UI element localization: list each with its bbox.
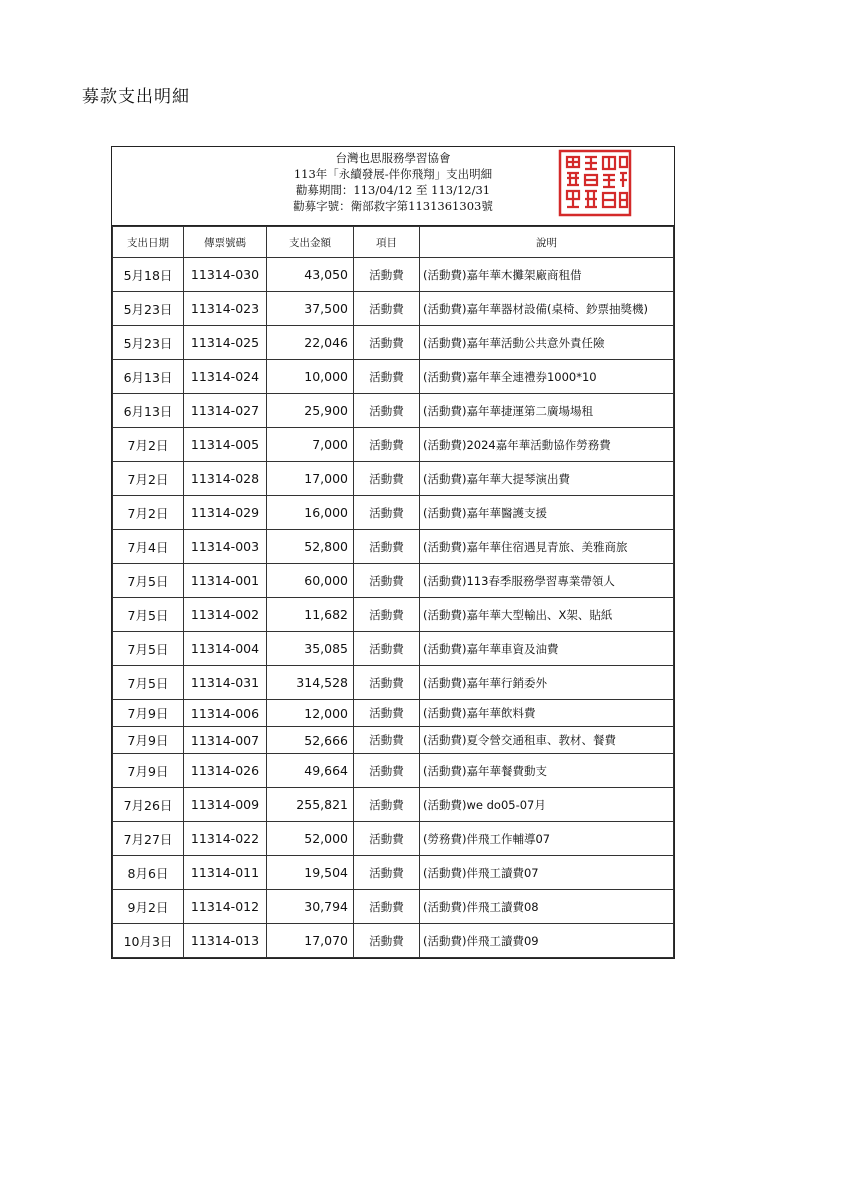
cell-voucher: 11314-025 [184,326,267,360]
cell-description: (活動費)2024嘉年華活動協作勞務費 [420,428,674,462]
cell-amount: 35,085 [267,632,354,666]
table-row [113,564,674,598]
column-header: 支出金額 [267,227,354,258]
cell-date: 7月5日 [113,632,184,666]
cell-item: 活動費 [354,598,420,632]
cell-voucher: 11314-009 [184,788,267,822]
cell-item: 活動費 [354,496,420,530]
cell-date: 5月23日 [113,292,184,326]
cell-voucher: 11314-006 [184,700,267,727]
cell-item: 活動費 [354,564,420,598]
cell-amount: 52,800 [267,530,354,564]
org-name: 台灣也思服務學習協會 [335,151,451,165]
cell-item: 活動費 [354,666,420,700]
cell-item: 活動費 [354,856,420,890]
cell-voucher: 11314-005 [184,428,267,462]
cell-item: 活動費 [354,754,420,788]
expense-table [112,226,674,958]
cell-voucher: 11314-030 [184,258,267,292]
cell-description: (活動費)伴飛工讀費07 [420,856,674,890]
cell-description: (活動費)嘉年華行銷委外 [420,666,674,700]
cell-amount: 255,821 [267,788,354,822]
cell-date: 7月26日 [113,788,184,822]
cell-voucher: 11314-024 [184,360,267,394]
cell-description: (活動費)夏令營交通租車、教材、餐費 [420,727,674,754]
table-row [113,822,674,856]
cell-amount: 12,000 [267,700,354,727]
cell-description: (活動費)嘉年華醫護支援 [420,496,674,530]
table-row [113,924,674,958]
table-row [113,462,674,496]
cell-description: (活動費)伴飛工讀費09 [420,924,674,958]
cell-date: 7月27日 [113,822,184,856]
cell-amount: 60,000 [267,564,354,598]
cell-description: (活動費)嘉年華捷運第二廣場場租 [420,394,674,428]
table-row [113,700,674,727]
cell-amount: 22,046 [267,326,354,360]
cell-date: 7月2日 [113,496,184,530]
cell-voucher: 11314-022 [184,822,267,856]
cell-amount: 19,504 [267,856,354,890]
cell-item: 活動費 [354,360,420,394]
table-row [113,598,674,632]
cell-date: 7月2日 [113,428,184,462]
cell-date: 9月2日 [113,890,184,924]
cell-voucher: 11314-029 [184,496,267,530]
table-row [113,530,674,564]
expense-report [111,146,675,959]
table-row [113,258,674,292]
cell-item: 活動費 [354,788,420,822]
cell-voucher: 11314-026 [184,754,267,788]
cell-amount: 49,664 [267,754,354,788]
cell-item: 活動費 [354,924,420,958]
cell-amount: 43,050 [267,258,354,292]
cell-item: 活動費 [354,890,420,924]
cell-voucher: 11314-002 [184,598,267,632]
cell-amount: 17,070 [267,924,354,958]
cell-date: 7月9日 [113,727,184,754]
cell-voucher: 11314-013 [184,924,267,958]
column-header: 支出日期 [113,227,184,258]
cell-amount: 52,000 [267,822,354,856]
cell-description: (活動費)嘉年華大提琴演出費 [420,462,674,496]
cell-item: 活動費 [354,428,420,462]
cell-date: 6月13日 [113,360,184,394]
cell-description: (活動費)嘉年華木攤架廠商租借 [420,258,674,292]
table-row [113,788,674,822]
cell-date: 10月3日 [113,924,184,958]
cell-date: 7月9日 [113,700,184,727]
cell-amount: 52,666 [267,727,354,754]
cell-description: (活動費)嘉年華大型輸出、X架、貼紙 [420,598,674,632]
cell-amount: 7,000 [267,428,354,462]
cell-amount: 37,500 [267,292,354,326]
cell-item: 活動費 [354,258,420,292]
cell-date: 8月6日 [113,856,184,890]
cell-item: 活動費 [354,462,420,496]
cell-date: 7月2日 [113,462,184,496]
table-row [113,428,674,462]
table-row [113,890,674,924]
cell-amount: 30,794 [267,890,354,924]
column-header: 傳票號碼 [184,227,267,258]
column-header: 項目 [354,227,420,258]
fundraising-period: 勸募期間：113/04/12 至 113/12/31 [295,183,491,197]
table-row [113,666,674,700]
cell-voucher: 11314-012 [184,890,267,924]
cell-voucher: 11314-004 [184,632,267,666]
cell-date: 5月23日 [113,326,184,360]
cell-amount: 10,000 [267,360,354,394]
table-row [113,754,674,788]
cell-date: 7月5日 [113,666,184,700]
table-header-row [113,227,674,258]
cell-date: 5月18日 [113,258,184,292]
cell-description: (活動費)嘉年華器材設備(桌椅、鈔票抽獎機) [420,292,674,326]
table-body [113,258,674,958]
cell-date: 7月4日 [113,530,184,564]
cell-description: (活動費)嘉年華活動公共意外責任險 [420,326,674,360]
cell-item: 活動費 [354,700,420,727]
cell-voucher: 11314-023 [184,292,267,326]
page-heading: 募款支出明細 [82,87,190,107]
seal-stamp-icon [558,149,632,217]
cell-date: 6月13日 [113,394,184,428]
cell-voucher: 11314-007 [184,727,267,754]
table-row [113,292,674,326]
table-row [113,326,674,360]
cell-amount: 17,000 [267,462,354,496]
cell-amount: 25,900 [267,394,354,428]
cell-description: (活動費)嘉年華住宿遇見青旅、美雅商旅 [420,530,674,564]
cell-description: (活動費)113春季服務學習專業帶領人 [420,564,674,598]
cell-item: 活動費 [354,632,420,666]
cell-date: 7月5日 [113,598,184,632]
cell-description: (活動費)嘉年華餐費動支 [420,754,674,788]
cell-item: 活動費 [354,394,420,428]
cell-voucher: 11314-003 [184,530,267,564]
table-row [113,360,674,394]
table-row [113,856,674,890]
cell-date: 7月5日 [113,564,184,598]
cell-voucher: 11314-028 [184,462,267,496]
report-subtitle: 113年「永續發展-伴你飛翔」支出明細 [293,167,493,181]
cell-amount: 11,682 [267,598,354,632]
cell-description: (活動費)we do05-07月 [420,788,674,822]
cell-item: 活動費 [354,326,420,360]
table-row [113,394,674,428]
cell-voucher: 11314-011 [184,856,267,890]
table-row [113,727,674,754]
cell-voucher: 11314-001 [184,564,267,598]
table-row [113,496,674,530]
cell-description: (活動費)嘉年華全連禮券1000*10 [420,360,674,394]
report-header [112,147,674,226]
cell-item: 活動費 [354,727,420,754]
cell-item: 活動費 [354,822,420,856]
cell-voucher: 11314-031 [184,666,267,700]
cell-voucher: 11314-027 [184,394,267,428]
cell-description: (活動費)伴飛工讀費08 [420,890,674,924]
cell-item: 活動費 [354,292,420,326]
cell-description: (活動費)嘉年華飲料費 [420,700,674,727]
cell-item: 活動費 [354,530,420,564]
cell-amount: 314,528 [267,666,354,700]
permit-number: 勸募字號：衛部救字第1131361303號 [293,199,493,213]
cell-description: (勞務費)伴飛工作輔導07 [420,822,674,856]
column-header: 說明 [420,227,674,258]
table-row [113,632,674,666]
cell-date: 7月9日 [113,754,184,788]
cell-description: (活動費)嘉年華車資及油費 [420,632,674,666]
cell-amount: 16,000 [267,496,354,530]
